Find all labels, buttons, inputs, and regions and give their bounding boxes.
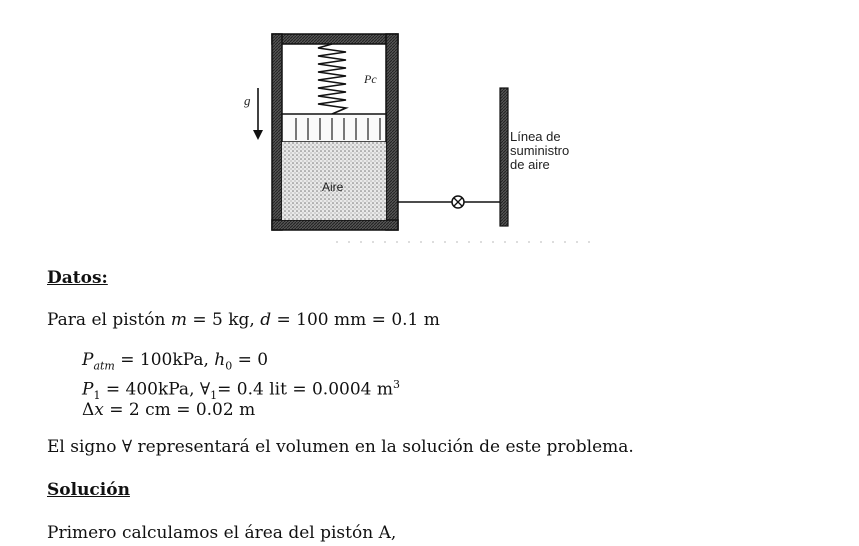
- solucion-heading: Solución: [47, 480, 130, 500]
- cylinder-bottom: [272, 220, 398, 230]
- patm-line: $P_{atm} = 100kPa$, $h_0 = 0$: [82, 350, 269, 373]
- d-symbol: d: [260, 310, 272, 330]
- gravity-arrowhead: [253, 130, 263, 140]
- cylinder-left-wall: [272, 34, 282, 230]
- p1-line: $P_1 = 400kPa$, $\forall_1= 0.4$ lit = 0.0004 $m^3$: [82, 378, 400, 403]
- volume-note: El signo ∀ representará el volumen en la solución de este problema.: [47, 437, 634, 457]
- piston: [282, 114, 386, 142]
- dx-line: Δx = 2 cm = 0.02 m: [82, 400, 256, 420]
- supply-line-wall: [500, 88, 508, 226]
- supply-line-label: Línea de suministro de aire: [510, 129, 570, 172]
- m-symbol: m: [170, 310, 187, 330]
- air-label: Aire: [322, 180, 344, 194]
- piston-data-line: Para el pistón m = 5 kg, d = 100 mm = 0.1 m: [47, 310, 440, 330]
- datos-heading: Datos:: [47, 268, 108, 288]
- pressure-label: Pc: [364, 72, 377, 86]
- solution-first-line: Primero calculamos el área del pistón A,: [47, 523, 397, 543]
- gravity-label: g: [244, 93, 251, 108]
- spring: [318, 44, 346, 114]
- cylinder-top: [272, 34, 398, 44]
- cylinder-right-wall: [386, 34, 398, 230]
- piston-cylinder-figure: [236, 30, 601, 246]
